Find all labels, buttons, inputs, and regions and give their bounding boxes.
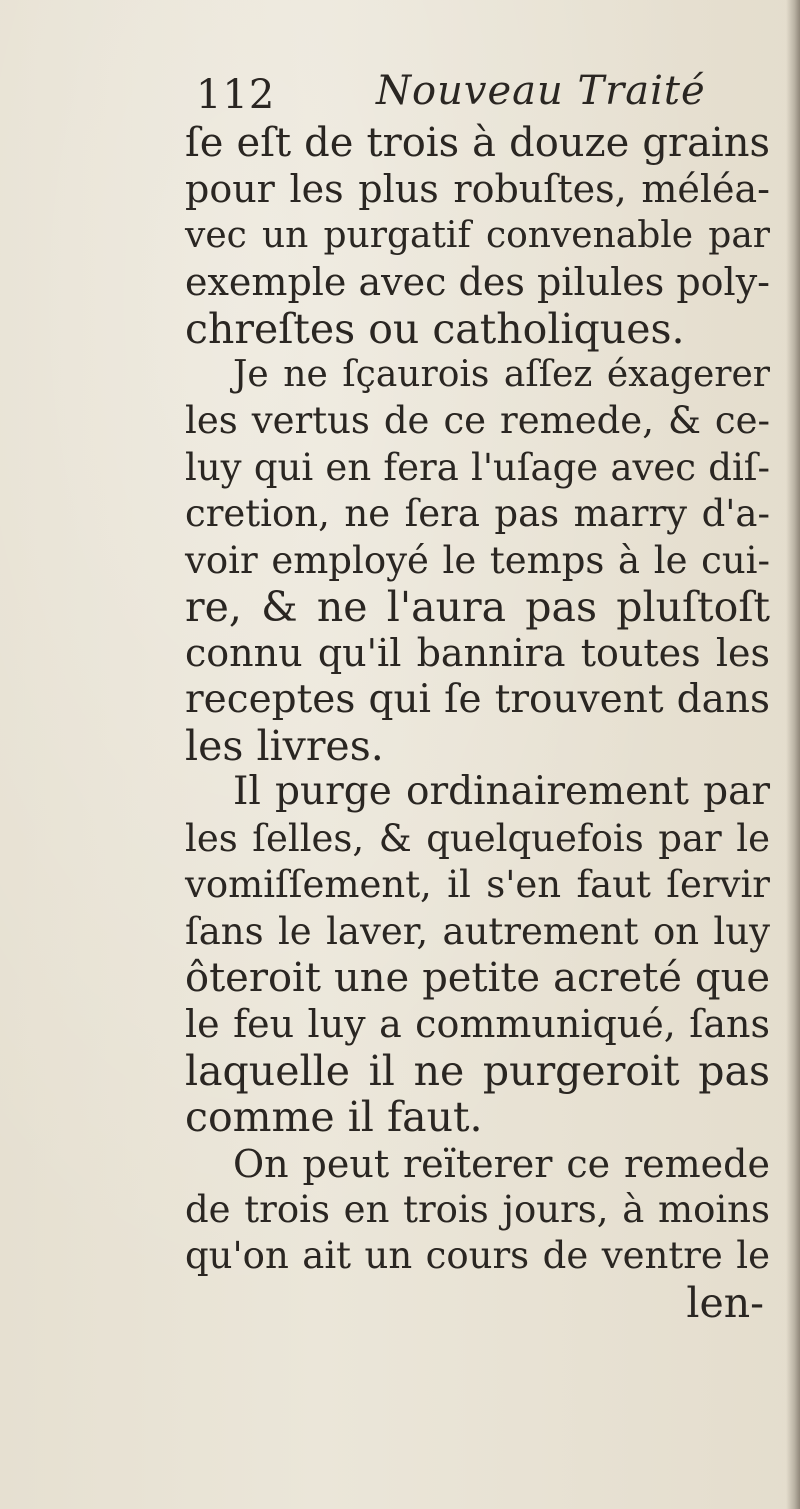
paragraph-start-line: Il purge ordinairement par <box>233 769 770 815</box>
text-line: qu'on ait un cours de ventre le <box>185 1234 770 1278</box>
page-number: 112 <box>196 72 276 118</box>
text-line: connu qu'il bannira toutes les <box>185 631 770 676</box>
text-line: re, & ne l'aura pas pluſtoſt <box>185 582 770 631</box>
text-line: les ſelles, & quelquefois par le <box>185 816 770 860</box>
text-line: receptes qui ſe trouvent dans <box>185 676 770 722</box>
catchword: len- <box>686 1278 764 1327</box>
text-line: voir employé le temps à le cui- <box>185 538 770 582</box>
text-line: les vertus de ce remede, & ce- <box>185 399 770 443</box>
body-text <box>185 120 770 1326</box>
text-line: vec un purgatif convenable par <box>185 214 770 256</box>
text-line: vomiſſement, il s'en faut ſervir <box>185 863 770 907</box>
text-line: chreſtes ou catholiques. <box>185 304 685 353</box>
text-line: laquelle il ne purgeroit pas <box>185 1046 770 1095</box>
running-title: Nouveau Traité <box>376 68 706 114</box>
text-line: ôteroit une petite acreté que <box>185 955 770 1002</box>
paragraph-start-line: On peut reïterer ce remede <box>233 1141 770 1186</box>
text-line: les livres. <box>185 722 384 771</box>
text-line: ſans le laver, autrement on luy <box>185 909 770 953</box>
page-edge-shadow <box>786 0 800 1509</box>
running-header <box>196 68 756 118</box>
text-line: exemple avec des pilules poly- <box>185 260 770 305</box>
text-line: comme il faut. <box>185 1093 483 1142</box>
text-line: pour les plus robuſtes, méléa- <box>185 167 770 212</box>
text-line: ſe eſt de trois à douze grains <box>185 120 770 166</box>
text-line: luy qui en fera l'uſage avec diſ- <box>185 445 770 489</box>
text-line: cretion, ne ſera pas marry d'a- <box>185 492 770 536</box>
text-line: de trois en trois jours, à moins <box>185 1187 770 1231</box>
text-line: le feu luy a communiqué, ſans <box>185 1002 770 1047</box>
paragraph-start-line: Je ne ſçaurois aſſez éxagerer <box>233 353 770 395</box>
